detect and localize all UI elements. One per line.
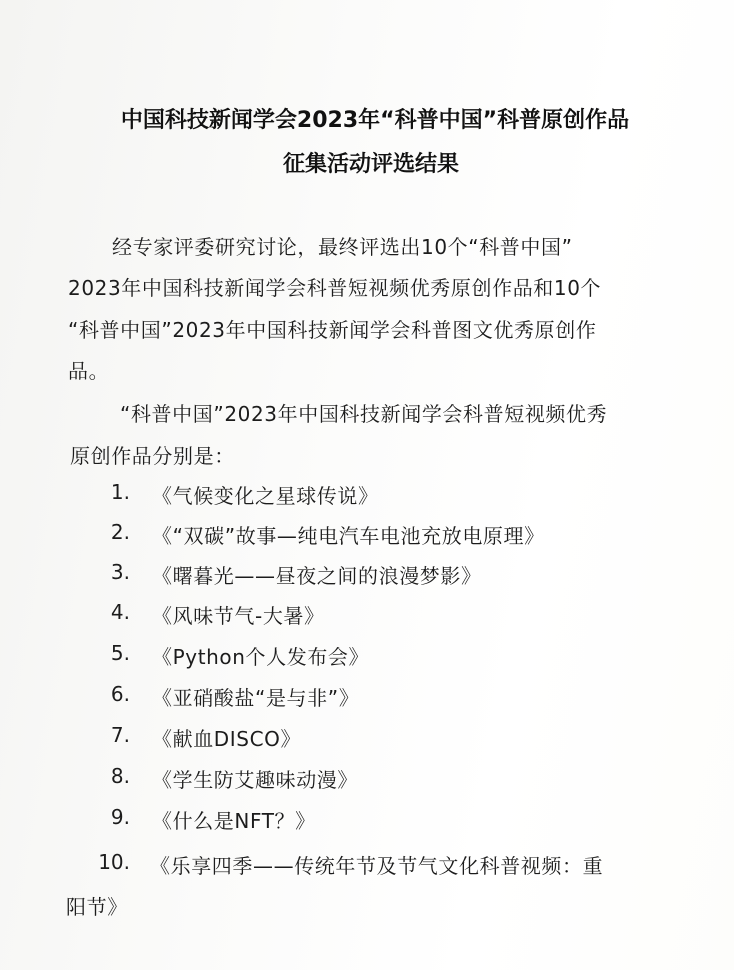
document-title-line-1: 中国科技新闻学会2023年“科普中国”科普原创作品 (120, 108, 630, 133)
list-item-7-number: 7. (110, 723, 130, 747)
list-item-2-number: 2. (110, 520, 130, 544)
document-title-line-2: 征集活动评选结果 (282, 152, 459, 177)
list-item-3-title: 《曙暮光——昼夜之间的浪漫梦影》 (152, 564, 482, 588)
list-item-9-number: 9. (110, 805, 130, 829)
list-item-8-title: 《学生防艾趣味动漫》 (152, 768, 358, 792)
list-item-4-number: 4. (110, 600, 130, 624)
intro-line-2: 2023年中国科技新闻学会科普短视频优秀原创作品和10个 (68, 276, 602, 300)
section-line-2: 原创作品分别是： (70, 444, 235, 468)
list-item-10-number: 10. (98, 850, 130, 874)
list-item-2-title: 《“双碳”故事—纯电汽车电池充放电原理》 (152, 524, 545, 548)
list-item-3-number: 3. (110, 560, 130, 584)
list-item-7-title: 《献血DISCO》 (152, 727, 302, 751)
list-item-10-continuation: 阳节》 (66, 895, 128, 919)
list-item-10-title: 《乐享四季——传统年节及节气文化科普视频：重 (150, 854, 604, 878)
intro-line-1: 经专家评委研究讨论，最终评选出10个“科普中国” (112, 235, 573, 259)
list-item-8-number: 8. (110, 764, 130, 788)
intro-line-4: 品。 (68, 359, 110, 383)
section-line-1: “科普中国”2023年中国科技新闻学会科普短视频优秀 (120, 402, 608, 426)
list-item-4-title: 《风味节气-大暑》 (152, 604, 325, 628)
list-item-6-number: 6. (110, 682, 130, 706)
list-item-9-title: 《什么是NFT？》 (152, 809, 316, 833)
list-item-1-title: 《气候变化之星球传说》 (152, 484, 379, 508)
list-item-5-number: 5. (110, 641, 130, 665)
list-item-6-title: 《亚硝酸盐“是与非”》 (152, 686, 360, 710)
intro-line-3: “科普中国”2023年中国科技新闻学会科普图文优秀原创作 (68, 318, 597, 342)
list-item-5-title: 《Python个人发布会》 (152, 645, 370, 669)
list-item-1-number: 1. (110, 480, 130, 504)
